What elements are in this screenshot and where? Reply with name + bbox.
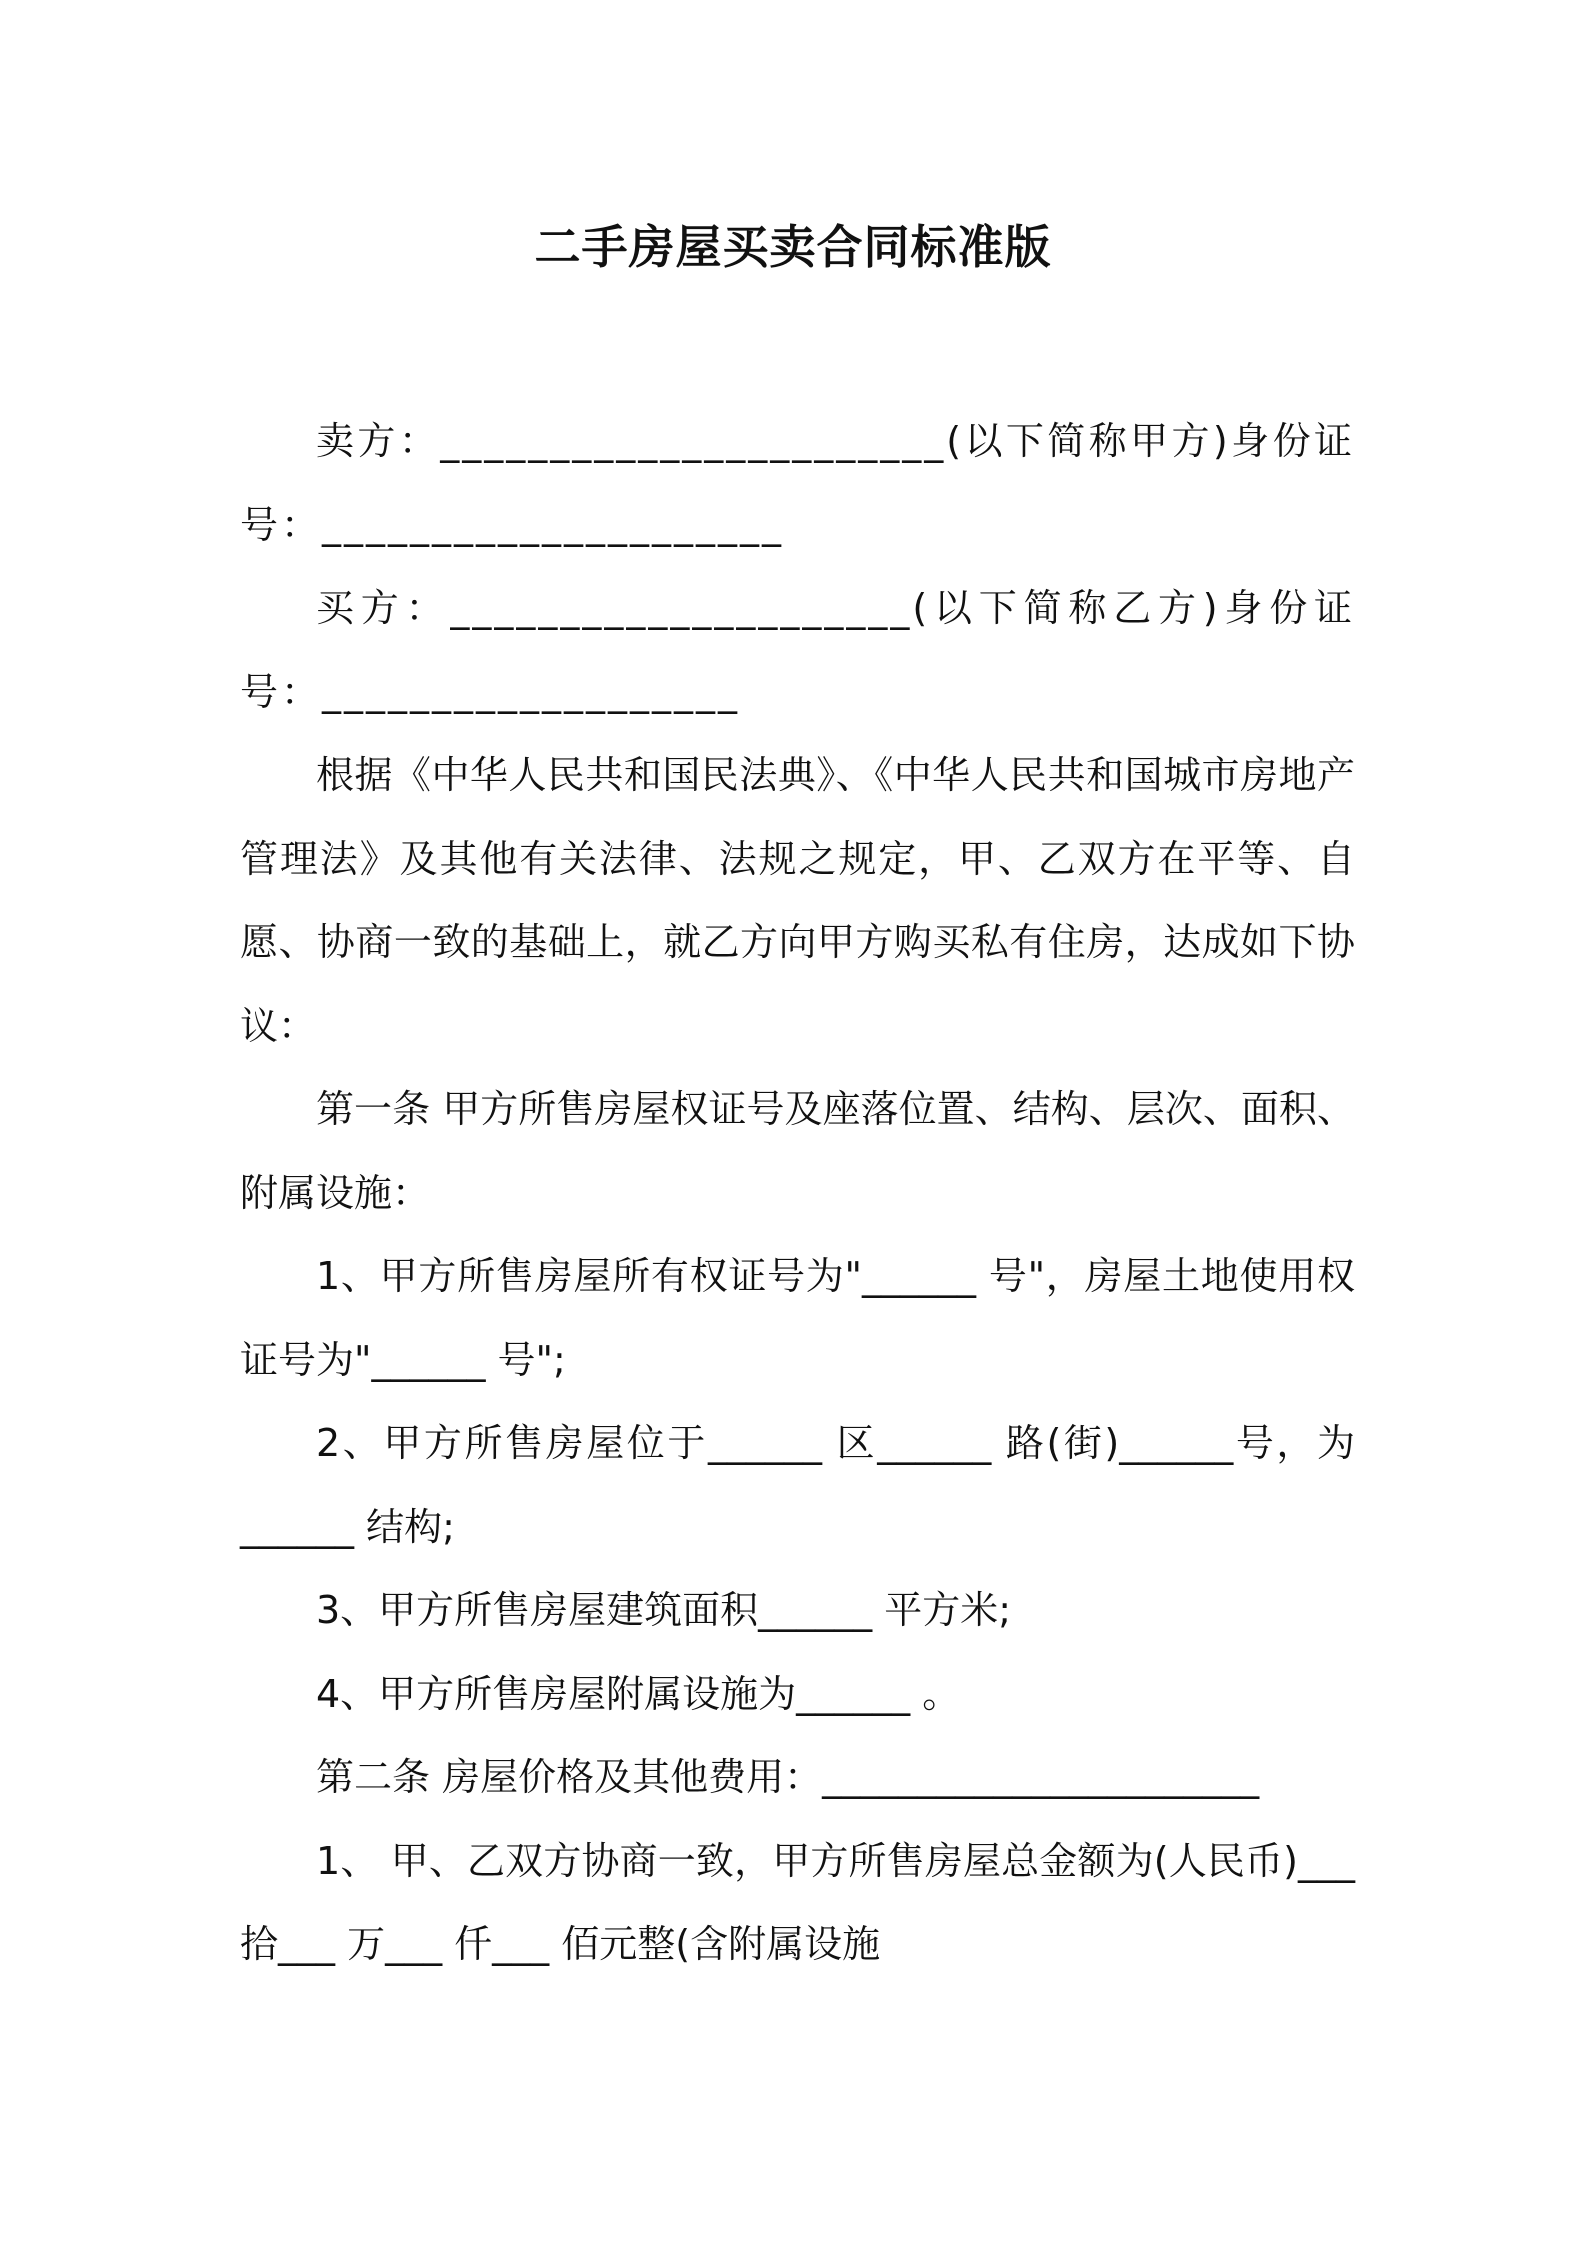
article-2-heading: 第二条 房屋价格及其他费用：_______________________ — [316, 1755, 1260, 1799]
article-2-item-1: 1、 甲、乙双方协商一致，甲方所售房屋总金额为(人民币)___ 拾___ 万___ 仟___ 佰元整(含附属设施 — [240, 1838, 1355, 1966]
preamble-paragraph: 根据《中华人民共和国民法典》、《中华人民共和国城市房地产管理法》及其他有关法律、法规之规定，甲、乙双方在平等、自愿、协商一致的基础上，就乙方向甲方购买私有住房，达成如下协议： — [240, 753, 1355, 1048]
seller-paragraph: 卖方：_______________________(以下简称甲方)身份证号：_____________________ — [240, 419, 1355, 547]
article-1-item-2: 2、甲方所售房屋位于______ 区______ 路(街)______号，为______ 结构; — [240, 1421, 1355, 1549]
article-1-item-1: 1、甲方所售房屋所有权证号为"______ 号"，房屋土地使用权证号为"______ 号"; — [240, 1254, 1355, 1382]
article-1-item-3: 3、甲方所售房屋建筑面积______ 平方米; — [316, 1588, 1012, 1632]
buyer-paragraph: 买方：_____________________(以下简称乙方)身份证号：___________________ — [240, 586, 1355, 714]
document-title: 二手房屋买卖合同标准版 — [534, 220, 1052, 274]
article-1-item-4: 4、甲方所售房屋附属设施为______ 。 — [316, 1671, 961, 1716]
document-body — [240, 400, 1355, 1987]
article-1-heading: 第一条 甲方所售房屋权证号及座落位置、结构、层次、面积、附属设施： — [240, 1087, 1355, 1215]
